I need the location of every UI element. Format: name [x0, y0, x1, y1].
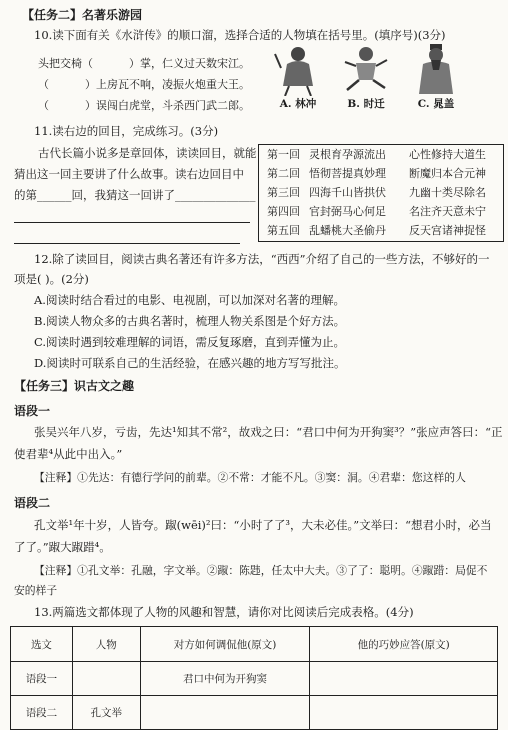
option-c[interactable]: C.阅读时遇到较难理解的词语，需反复琢磨，直到弄懂为止。 [34, 335, 346, 349]
chapter-list-box [258, 144, 504, 242]
poem-post: ）上房瓦不响，凌振火炮重大王。 [85, 78, 250, 91]
chapter-title-b: 九幽十类尽除名 [409, 186, 486, 199]
task3-title: 【任务三】识古文之趣 [14, 379, 135, 393]
table-cell: 孔文举 [72, 696, 140, 730]
table-cell-input[interactable] [72, 662, 140, 696]
task2-title: 【任务二】名著乐游园 [22, 8, 143, 22]
table-header-row [11, 627, 498, 662]
chapter-index: 第二回 [267, 167, 300, 180]
figure-a-illustration [273, 44, 323, 96]
passage2-line-1: 孔文举¹年十岁，人皆夸。踧(wēi)²曰：“小时了了³，大未必佳。”文举曰：“想君小时，必当 [34, 518, 492, 532]
figure-a [265, 44, 331, 111]
q11-line-2: 猜出这一回主要讲了什么故事。读右边回目中 [14, 167, 244, 181]
chapter-title-a: 乱蟠桃大圣偷丹 [309, 224, 386, 237]
passage1-line-1: 张吴兴年八岁，亏齿，先达¹知其不常²，故戏之曰：“君口中何为开狗窦³？”张应声答曰：“正 [34, 425, 503, 439]
passage2-note-2: 安的样子 [14, 584, 58, 597]
table-cell-input[interactable] [310, 662, 498, 696]
table-cell: 君口中何为开狗窦 [140, 662, 310, 696]
poem-pre: 头把交椅（ [38, 57, 93, 70]
passage2-line-2: 了了。”踧大踧踖⁴。 [14, 540, 111, 554]
q11-line-3: 的第______回，我猜这一回讲了______________ [14, 188, 256, 202]
figure-c-label: C. 晁盖 [417, 98, 455, 110]
table-row [11, 696, 498, 730]
poem-line-3 [38, 97, 250, 113]
figure-b-label: B. 时迁 [347, 98, 385, 110]
answer-line[interactable] [14, 243, 240, 244]
poem-line-2 [38, 76, 250, 92]
chapter-title-a: 灵根育孕源流出 [309, 148, 386, 161]
chapter-title-b: 心性修持大道生 [409, 148, 486, 161]
table-header: 选文 [11, 627, 73, 662]
chapter-title-a: 官封弼马心何足 [309, 205, 386, 218]
chapter-index: 第五回 [267, 224, 300, 237]
option-d[interactable]: D.阅读时可联系自己的生活经验，在感兴趣的地方写写批注。 [34, 356, 346, 370]
table-cell-input[interactable] [310, 696, 498, 730]
chapter-title-b: 反天宫诸神捉怪 [409, 224, 486, 237]
poem-line-1 [38, 55, 250, 71]
passage1-note: 【注释】①先达：有德行学问的前辈。②不常：才能不凡。③窦：洞。④君辈：您这样的人 [34, 471, 466, 484]
passage1-label: 语段一 [14, 404, 51, 418]
poem-pre: （ [38, 99, 49, 112]
poem-pre: （ [38, 78, 49, 91]
chapter-title-a: 四海千山皆拱伏 [309, 186, 386, 199]
chapter-row [259, 145, 503, 164]
table-cell: 语段二 [11, 696, 73, 730]
q11-text: 11.读右边的回目，完成练习。(3分) [34, 124, 219, 138]
chapter-row [259, 183, 503, 202]
chapter-index: 第一回 [267, 148, 300, 161]
table-header: 他的巧妙应答(原文) [310, 627, 498, 662]
poem-post: ）误闯白虎堂，斗杀西门武二郎。 [85, 99, 250, 112]
chapter-index: 第四回 [267, 205, 300, 218]
chapter-title-b: 断魔归本合元神 [409, 167, 486, 180]
table-row [11, 662, 498, 696]
chapter-title-a: 悟彻菩提真妙理 [309, 167, 386, 180]
chapter-index: 第三回 [267, 186, 300, 199]
table-header: 对方如何调侃他(原文) [140, 627, 310, 662]
figure-b [333, 44, 399, 111]
chapter-row [259, 221, 503, 240]
figure-c [403, 44, 469, 111]
q13-text: 13.两篇选文都体现了人物的风趣和智慧，请你对比阅读后完成表格。(4分) [34, 605, 414, 619]
table-cell: 语段一 [11, 662, 73, 696]
passage2-label: 语段二 [14, 496, 51, 510]
q11-line-1: 古代长篇小说多是章回体，读读回目，就能 [38, 146, 257, 160]
option-a[interactable]: A.阅读时结合看过的电影、电视剧，可以加深对名著的理解。 [34, 293, 345, 307]
figure-a-label: A. 林冲 [279, 98, 317, 110]
passage1-line-2: 使君辈⁴从此中出入。” [14, 447, 123, 461]
answer-line[interactable] [14, 222, 250, 223]
q12-text-cont: 项是( )。(2分) [14, 272, 89, 286]
option-b[interactable]: B.阅读人物众多的古典名著时，梳理人物关系图是个好方法。 [34, 314, 346, 328]
table-header: 人物 [72, 627, 140, 662]
poem-post: ）掌，仁义过天数宋江。 [129, 57, 250, 70]
figure-b-illustration [341, 44, 391, 96]
passage2-note-1: 【注释】①孔文举：孔融，字文举。②踧：陈韪，任太中大夫。③了了：聪明。④踧踖：局促不 [34, 564, 488, 577]
chapter-row [259, 202, 503, 221]
chapter-title-b: 名注齐天意未宁 [409, 205, 486, 218]
chapter-row [259, 164, 503, 183]
table-cell-input[interactable] [140, 696, 310, 730]
figure-c-illustration [411, 44, 461, 96]
q10-text: 10.读下面有关《水浒传》的顺口溜，选择合适的人物填在括号里。(填序号)(3分) [34, 28, 446, 42]
comparison-table [10, 626, 498, 730]
q12-text: 12.除了读回目，阅读古典名著还有许多方法，“西西”介绍了自己的一些方法，不够好的一 [34, 252, 490, 266]
